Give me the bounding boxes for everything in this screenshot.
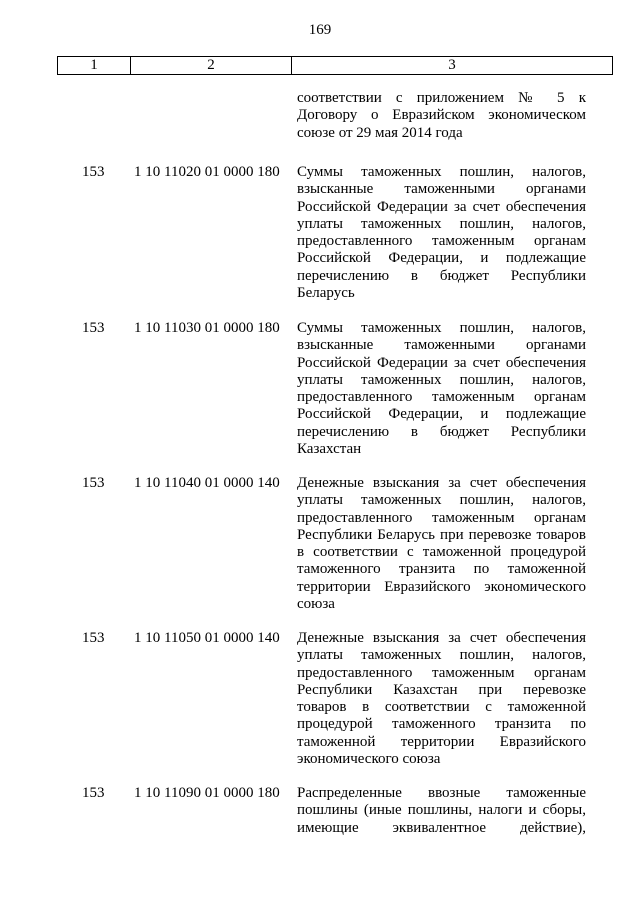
column-header-1: 1 (58, 57, 131, 75)
description-line: Российской Федерации за счет обеспечения (297, 198, 586, 215)
description-line: экономического союза (297, 751, 441, 768)
description-line: предоставленного таможенным органам (297, 233, 586, 250)
description-line: взысканные таможенными органами (297, 337, 586, 354)
row-description (297, 475, 586, 613)
description-line: таможенного транзита по таможенной (297, 561, 586, 578)
description-line: Казахстан (297, 441, 362, 458)
description-line: имеющие эквивалентное действие), (297, 819, 586, 836)
description-line: Суммы таможенных пошлин, налогов, (297, 164, 586, 180)
row-description (297, 785, 586, 837)
continuation-description (297, 90, 586, 142)
description-line: Российской Федерации, и подлежащие (297, 250, 586, 267)
description-line: Договору о Евразийском экономическом (297, 107, 586, 124)
kbk-code: 1 10 11020 01 0000 180 (134, 164, 280, 180)
kbk-code: 1 10 11050 01 0000 140 (134, 630, 280, 646)
description-line: союза (297, 596, 335, 613)
admin-code: 153 (82, 630, 105, 646)
description-line: предоставленного таможенным органам (297, 509, 586, 526)
description-line: соответствии с приложением № 5 к (297, 90, 586, 106)
description-line: Российской Федерации, и подлежащие (297, 406, 586, 423)
description-line: уплаты таможенных пошлин, налогов, (297, 215, 586, 232)
description-line: уплаты таможенных пошлин, налогов, (297, 492, 586, 509)
description-line: Российской Федерации за счет обеспечения (297, 354, 586, 371)
description-line: перечислению в бюджет Республики (297, 423, 586, 440)
description-line: процедурой таможенного транзита по (297, 716, 586, 733)
admin-code: 153 (82, 475, 105, 491)
description-line: уплаты таможенных пошлин, налогов, (297, 371, 586, 388)
column-header-table (57, 56, 613, 75)
description-line: предоставленного таможенным органам (297, 389, 586, 406)
column-header-2: 2 (131, 57, 292, 75)
kbk-code: 1 10 11090 01 0000 180 (134, 785, 280, 801)
description-line: Республики Казахстан при перевозке (297, 681, 586, 698)
description-line: Денежные взыскания за счет обеспечения (297, 475, 586, 491)
admin-code: 153 (82, 320, 105, 336)
description-line: Суммы таможенных пошлин, налогов, (297, 320, 586, 336)
description-line: в соответствии с таможенной процедурой (297, 544, 586, 561)
row-description (297, 320, 586, 458)
description-line: территории Евразийского экономического (297, 578, 586, 595)
kbk-code: 1 10 11040 01 0000 140 (134, 475, 280, 491)
description-line: перечислению в бюджет Республики (297, 267, 586, 284)
kbk-code: 1 10 11030 01 0000 180 (134, 320, 280, 336)
description-line: предоставленного таможенным органам (297, 664, 586, 681)
description-line: уплаты таможенных пошлин, налогов, (297, 647, 586, 664)
admin-code: 153 (82, 164, 105, 180)
row-description (297, 630, 586, 768)
description-line: товаров в соответствии с таможенной (297, 699, 586, 716)
description-line: Денежные взыскания за счет обеспечения (297, 630, 586, 646)
page-number: 169 (308, 22, 332, 38)
description-line: Республики Беларусь при перевозке товаров (297, 526, 586, 543)
column-header-3: 3 (292, 57, 613, 75)
description-line: Беларусь (297, 285, 355, 302)
admin-code: 153 (82, 785, 105, 801)
row-description (297, 164, 586, 302)
description-line: союзе от 29 мая 2014 года (297, 124, 463, 141)
description-line: взысканные таможенными органами (297, 181, 586, 198)
description-line: Распределенные ввозные таможенные (297, 785, 586, 801)
description-line: таможенной территории Евразийского (297, 733, 586, 750)
description-line: пошлины (иные пошлины, налоги и сборы, (297, 802, 586, 819)
